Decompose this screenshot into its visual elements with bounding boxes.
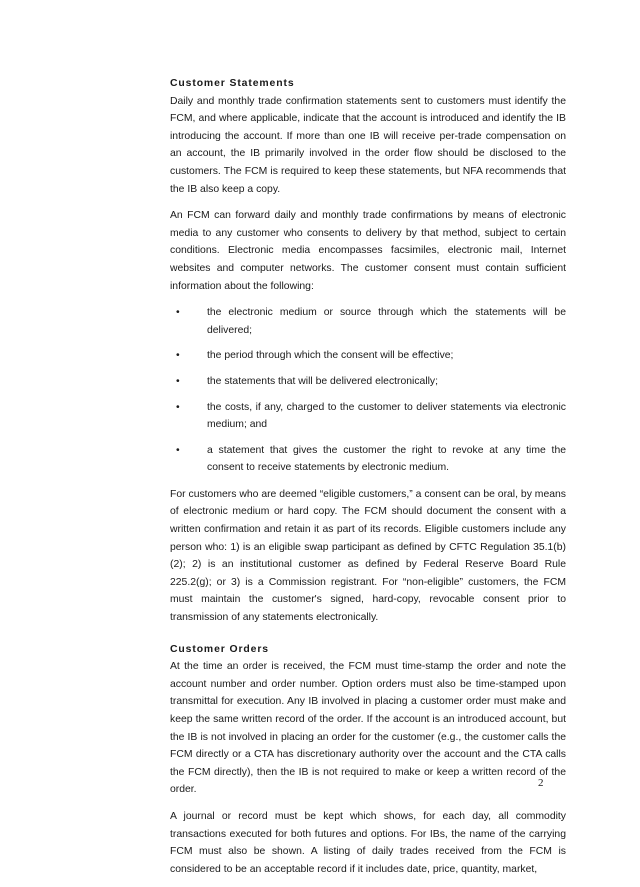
list-item-text: the period through which the consent will be effective; (207, 350, 454, 362)
section-heading-customer-orders: Customer Orders (170, 643, 269, 655)
paragraph: For customers who are deemed “eligible customers,” a consent can be oral, by means of electronic medium or hard copy. The FCM should document the consent with a written confirmation and retain it as part of its records. Eligible customers include any person who: 1) is an eligible swap participant as defined by CFTC Regulation 35.1(b)(2); 2) is an institutional customer as defined by Federal Reserve Board Rule 225.2(g); or 3) is a Commission registrant. For “non-eligible” customers, the FCM must maintain the customer's signed, hard-copy, revocable consent prior to transmission of any statements electronically. (170, 488, 566, 624)
list-item (170, 304, 566, 339)
page-number: 2 (538, 777, 544, 789)
list-item (170, 399, 566, 434)
paragraph: Daily and monthly trade confirmation statements sent to customers must identify the FCM, and where applicable, indicate that the account is introduced and identify the IB introducing the account. If more than one IB will receive per-trade compensation on an account, the IB primarily involved in the order flow should be disclosed to the customers. The FCM is required to keep these statements, but NFA recommends that the IB also keep a copy. (170, 95, 566, 195)
list-item (170, 442, 566, 477)
consent-requirements-list (170, 304, 566, 477)
list-item-text: a statement that gives the customer the right to revoke at any time the consent to receive statements by electronic medium. (207, 444, 566, 474)
bullet-icon: • (176, 444, 180, 456)
bullet-icon: • (176, 307, 180, 319)
paragraph: At the time an order is received, the FCM must time-stamp the order and note the account number and order number. Option orders must also be time-stamped upon transmittal for execution. Any IB involved in placing a customer order must make and keep the same written record of the order. If the account is an introduced account, but the IB is not involved in placing an order for the customer (e.g., the customer calls the FCM directly or a CTA has discretionary authority over the account and the CTA calls the FCM directly), then the IB is not required to make or keep a written record of the order. (170, 661, 566, 796)
list-item (170, 373, 566, 391)
list-item (170, 347, 566, 365)
bullet-icon: • (176, 401, 180, 413)
page-content (170, 75, 566, 887)
list-item-text: the costs, if any, charged to the customer to deliver statements via electronic medium; and (207, 401, 566, 431)
bullet-icon: • (176, 350, 180, 362)
list-item-text: the statements that will be delivered electronically; (207, 375, 439, 387)
paragraph: An FCM can forward daily and monthly trade confirmations by means of electronic media to any customer who consents to delivery by that method, subject to certain conditions. Electronic media encompasses facsimiles, electronic mail, Internet websites and computer networks. The customer consent must contain sufficient information about the following: (170, 210, 566, 292)
section-heading-customer-statements: Customer Statements (170, 78, 295, 89)
paragraph: A journal or record must be kept which shows, for each day, all commodity transactions executed for both futures and options. For IBs, the name of the carrying FCM must also be shown. A listing of daily trades received from the FCM is considered to be an acceptable record if it includes date, price, quantity, market, (170, 810, 566, 875)
bullet-icon: • (176, 375, 180, 387)
list-item-text: the electronic medium or source through which the statements will be delivered; (207, 307, 566, 336)
